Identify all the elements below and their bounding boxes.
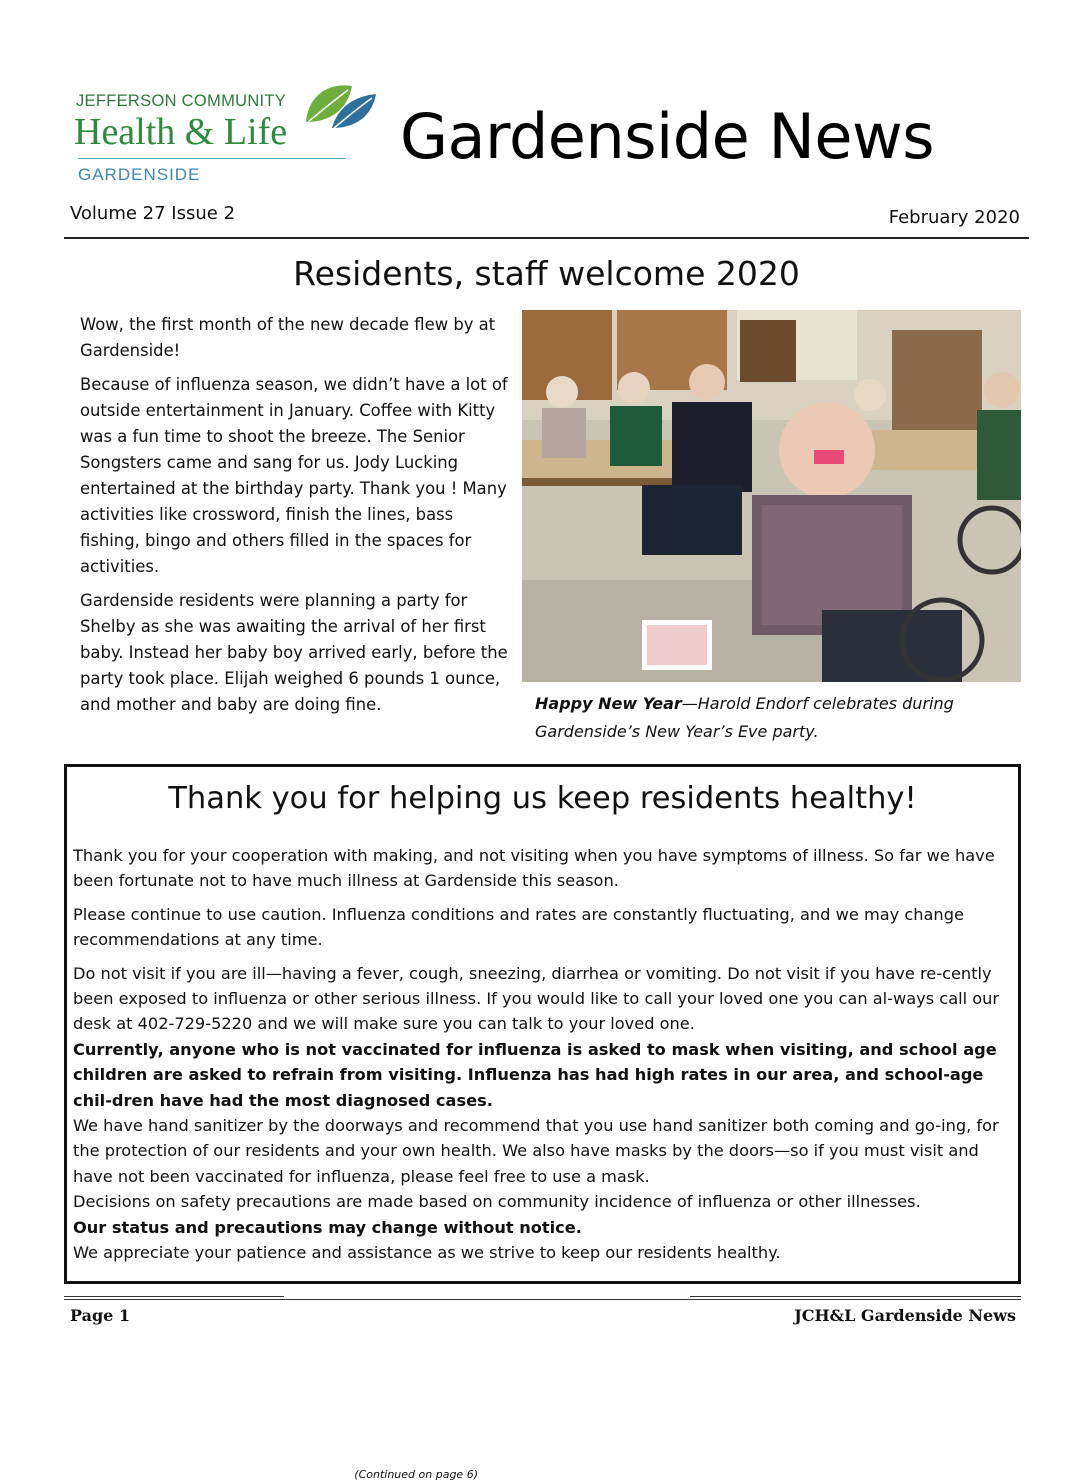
newsletter-title: Gardenside News bbox=[400, 100, 935, 173]
leaf-icon bbox=[298, 78, 378, 138]
notice-body bbox=[73, 843, 1017, 1266]
issue-date: February 2020 bbox=[888, 207, 1020, 228]
caption-text: —Harold Endorf celebrates during Gardenside’s New Year’s Eve party. bbox=[535, 694, 954, 741]
caption-lead: Happy New Year bbox=[535, 694, 682, 713]
health-notice-box bbox=[64, 764, 1021, 1284]
article-paragraph: Because of influenza season, we didn’t have a lot of outside entertainment in January. Coffee with Kitty was a fun time to shoot the breeze. The Senior Songsters came and sang for us. Jody Lucking entertained at the birthday party. Thank you ! Many activities like crossword, finish the lines, bass fishing, bingo and others filled in the spaces for activities. bbox=[80, 375, 508, 576]
logo-site-text: GARDENSIDE bbox=[78, 165, 201, 184]
notice-paragraph: Decisions on safety precautions are made based on community incidence of influenza or other illnesses. bbox=[73, 1192, 921, 1212]
logo-org-text: JEFFERSON COMMUNITY bbox=[76, 92, 287, 110]
notice-paragraph: We appreciate your patience and assistance as we strive to keep our residents healthy. bbox=[73, 1243, 781, 1263]
footer-rule bbox=[64, 1296, 284, 1297]
page-number: Page 1 bbox=[70, 1306, 131, 1325]
lead-headline: Residents, staff welcome 2020 bbox=[293, 254, 800, 293]
logo-brand-text: Health & Life bbox=[74, 111, 288, 153]
notice-bold-paragraph: Currently, anyone who is not vaccinated for influenza is asked to mask when visiting, and school age children are asked to refrain from visiting. Influenza has had high rates in our area, and school-age chil-dren have had the most diagnosed cases. bbox=[73, 1039, 997, 1110]
party-photo bbox=[522, 310, 1021, 682]
organization-logo bbox=[76, 78, 376, 190]
photo-caption bbox=[535, 690, 1015, 746]
article-paragraph: Gardenside residents were planning a party for Shelby as she was awaiting the arrival of her first baby. Instead her baby boy arrived early, before the party took place. Elijah weighed 6 pounds 1 ounce, and mother and baby are doing fine. bbox=[80, 591, 508, 714]
footer-rule bbox=[690, 1296, 1021, 1297]
footer-rule bbox=[64, 1299, 1021, 1300]
footer-publication-name: JCH&L Gardenside News bbox=[794, 1306, 1016, 1325]
notice-paragraph: We have hand sanitizer by the doorways and recommend that you use hand sanitizer both coming and go-ing, for the protection of our residents and your own health. We also have masks by the doors—so if you must visit and have not been vaccinated for influenza, please feel free to use a mask. bbox=[73, 1116, 999, 1186]
notice-paragraph: Do not visit if you are ill—having a fever, cough, sneezing, diarrhea or vomiting. Do not visit if you have re-cently been exposed to influenza or other serious illness. If you would like to call your loved one you can al-ways call our desk at 402-729-5220 and we will make sure you can talk to your loved one. bbox=[73, 963, 1000, 1034]
notice-bold-paragraph: Our status and precautions may change without notice. bbox=[73, 1217, 582, 1237]
notice-paragraph: Please continue to use caution. Influenza conditions and rates are constantly fluctuating, and we may change recommendations at any time. bbox=[73, 904, 964, 950]
header-divider bbox=[64, 237, 1029, 239]
notice-paragraph: Thank you for your cooperation with making, and not visiting when you have symptoms of illness. So far we have been fortunate not to have much illness at Gardenside this season. bbox=[73, 846, 995, 891]
volume-issue: Volume 27 Issue 2 bbox=[70, 203, 236, 224]
continued-note: (Continued on page 6) bbox=[354, 1468, 478, 1481]
logo-rule bbox=[78, 158, 346, 159]
article-paragraph: Wow, the first month of the new decade flew by at Gardenside! bbox=[80, 315, 496, 360]
notice-title: Thank you for helping us keep residents healthy! bbox=[168, 781, 917, 816]
lead-article-body bbox=[80, 312, 510, 726]
